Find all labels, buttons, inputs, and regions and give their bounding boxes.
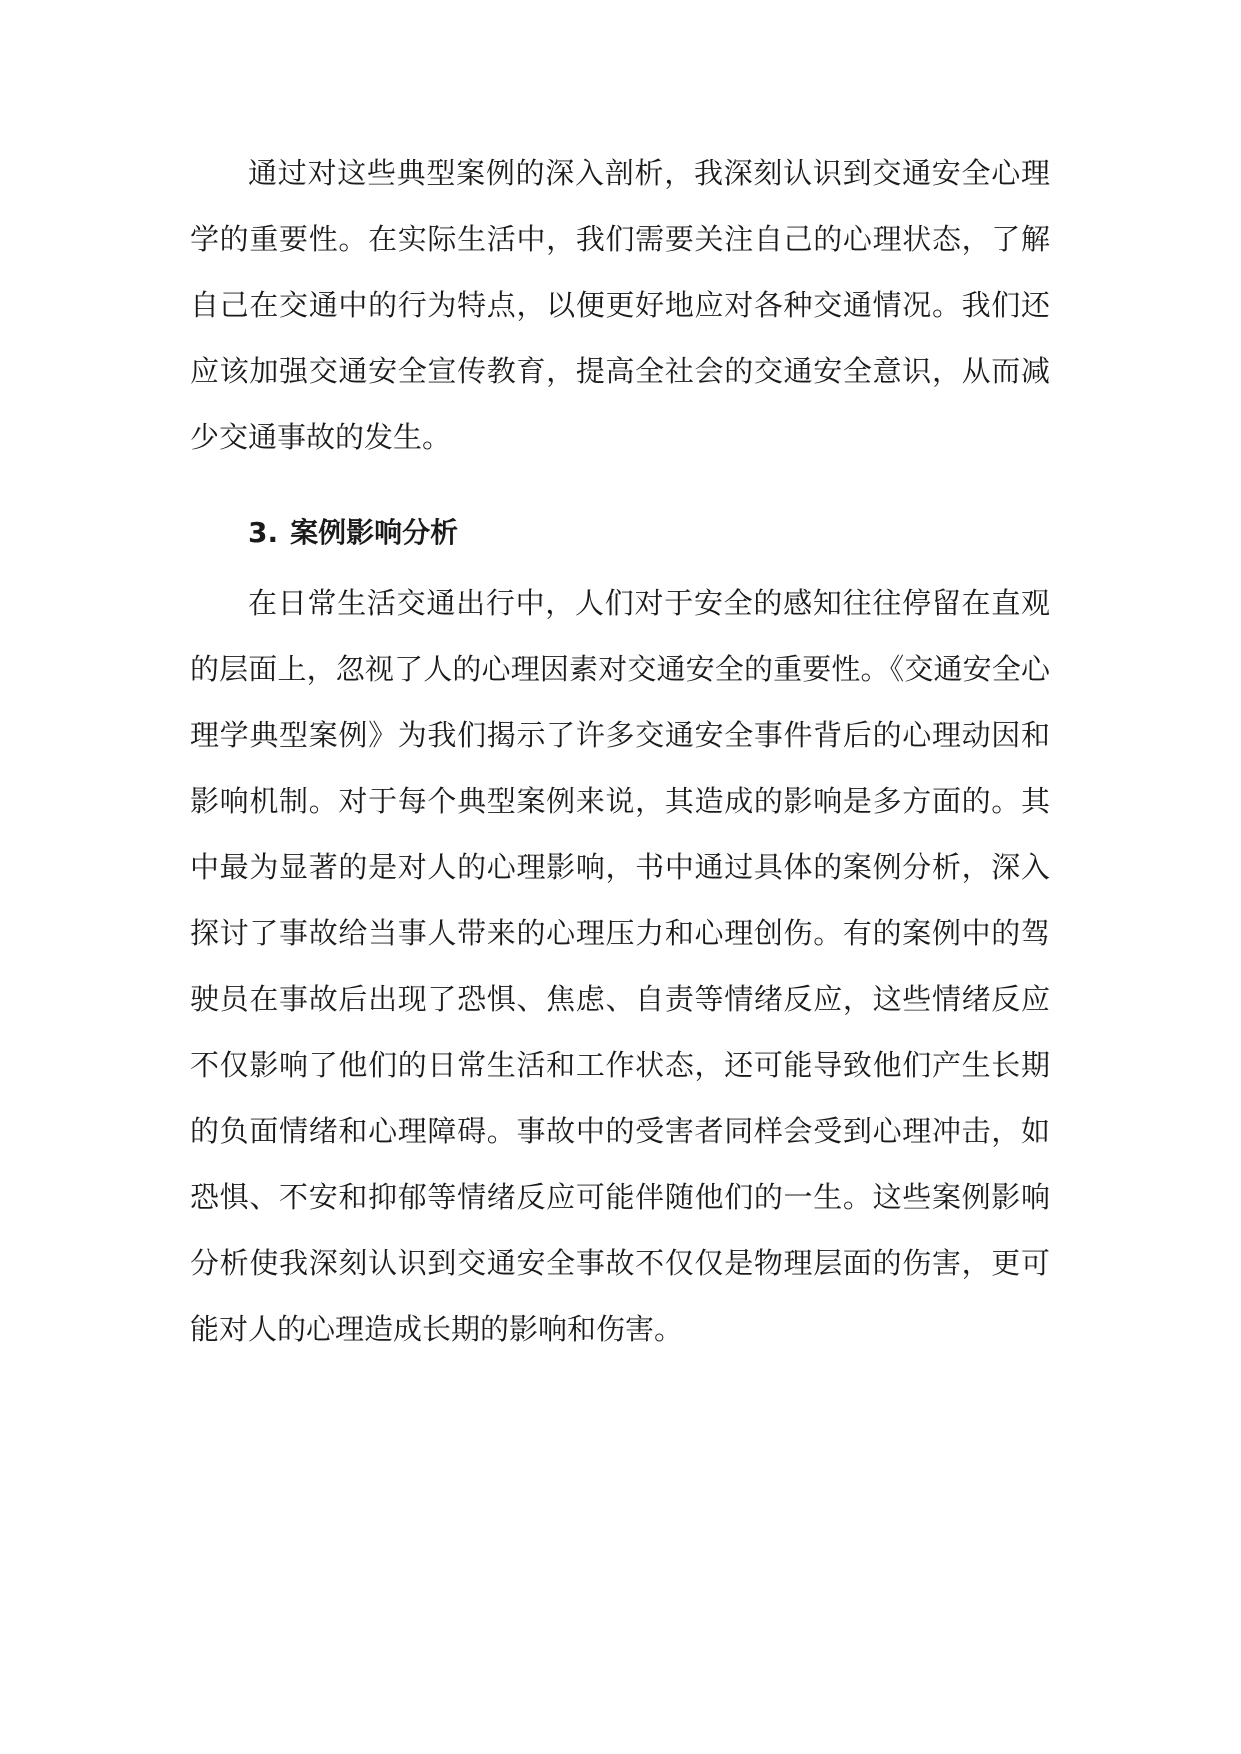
section-number: 3. <box>248 516 279 549</box>
section-heading <box>190 500 1050 566</box>
section-title: 案例影响分析 <box>290 516 459 549</box>
document-body <box>190 140 1050 1362</box>
paragraph-intro: 通过对这些典型案例的深入剖析，我深刻认识到交通安全心理学的重要性。在实际生活中，我们需要关注自己的心理状态，了解自己在交通中的行为特点，以便更好地应对各种交通情况。我们还应该加强交通安全宣传教育，提高全社会的交通安全意识，从而减少交通事故的发生。 <box>190 156 1050 454</box>
paragraph-analysis: 在日常生活交通出行中，人们对于安全的感知往往停留在直观的层面上，忽视了人的心理因素对交通安全的重要性。《交通安全心理学典型案例》为我们揭示了许多交通安全事件背后的心理动因和影响机制。对于每个典型案例来说，其造成的影响是多方面的。其中最为显著的是对人的心理影响，书中通过具体的案例分析，深入探讨了事故给当事人带来的心理压力和心理创伤。有的案例中的驾驶员在事故后出现了恐惧、焦虑、自责等情绪反应，这些情绪反应不仅影响了他们的日常生活和工作状态，还可能导致他们产生长期的负面情绪和心理障碍。事故中的受害者同样会受到心理冲击，如恐惧、不安和抑郁等情绪反应可能伴随他们的一生。这些案例影响分析使我深刻认识到交通安全事故不仅仅是物理层面的伤害，更可能对人的心理造成长期的影响和伤害。 <box>190 586 1050 1346</box>
